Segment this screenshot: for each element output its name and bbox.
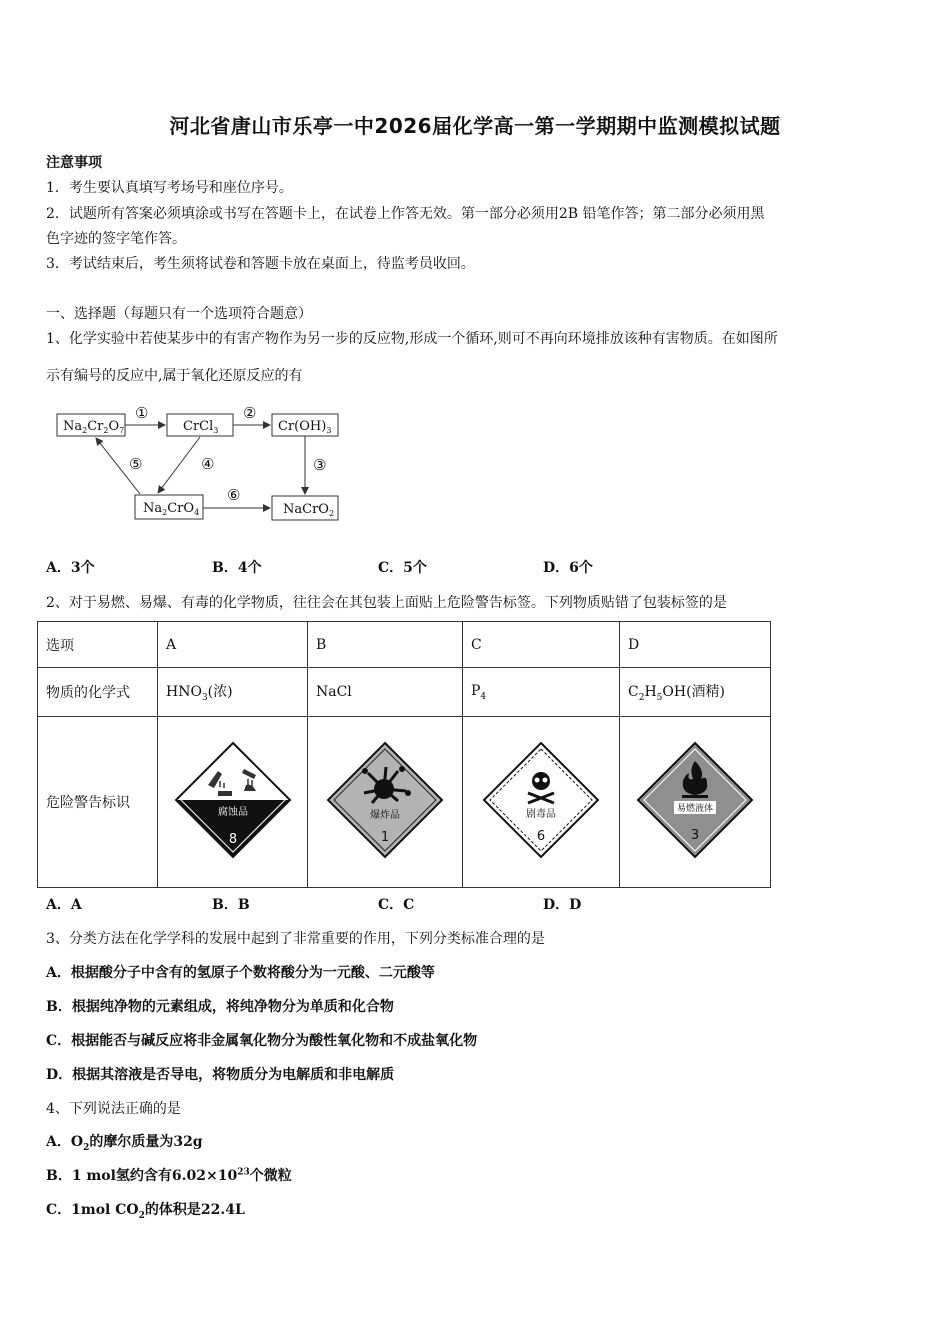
table-header-cell: 选项 xyxy=(38,622,158,668)
q3-option-b[interactable]: B．根据纯净物的元素组成，将纯净物分为单质和化合物 xyxy=(46,999,394,1015)
svg-text:易燃液体: 易燃液体 xyxy=(676,804,714,814)
reaction-number: ① xyxy=(135,404,149,422)
svg-text:3: 3 xyxy=(690,828,700,843)
sign-label: 危险警告标识 xyxy=(38,717,158,888)
svg-text:6: 6 xyxy=(536,829,546,844)
table-header-cell: B xyxy=(308,622,463,668)
notice-item: 色字迹的签字笔作答。 xyxy=(46,231,186,247)
q3-option-d[interactable]: D．根据其溶液是否导电，将物质分为电解质和非电解质 xyxy=(46,1067,395,1083)
reaction-diagram xyxy=(50,400,360,530)
reaction-number: ⑥ xyxy=(227,486,241,504)
table-header-cell: D xyxy=(620,622,771,668)
q3-option-a[interactable]: A．根据酸分子中含有的氢原子个数将酸分为一元酸、二元酸等 xyxy=(46,965,435,981)
node-label: NaCrO$_2$ xyxy=(283,502,335,518)
notice-item: 2．试题所有答案必须填涂或书写在答题卡上，在试卷上作答无效。第一部分必须用2B 铅笔作答；第二部分必须用黑 xyxy=(46,206,765,222)
table-header-cell: C xyxy=(463,622,620,668)
q1-option-c[interactable]: C．5个 xyxy=(378,560,427,576)
node-label: CrCl$_3$ xyxy=(183,419,219,435)
q2-option-a[interactable]: A．A xyxy=(46,897,82,913)
section-heading: 一、选择题（每题只有一个选项符合题意） xyxy=(46,306,312,322)
svg-text:剧毒品: 剧毒品 xyxy=(526,809,556,820)
formula-c: $P_4$ xyxy=(463,668,620,717)
page-title: 河北省唐山市乐亭一中2026届化学高一第一学期期中监测模拟试题 xyxy=(169,114,781,138)
q4-option-a[interactable]: A．$O_2$的摩尔质量为32g xyxy=(46,1134,203,1153)
q3-option-c[interactable]: C．根据能否与碱反应将非金属氧化物分为酸性氧化物和不成盐氧化物 xyxy=(46,1033,478,1049)
question-4-stem: 4、下列说法正确的是 xyxy=(46,1101,181,1117)
question-2-stem: 2、对于易燃、易爆、有毒的化学物质，往往会在其包装上面贴上危险警告标签。下列物质贴错了包装标签的是 xyxy=(46,595,727,611)
q2-option-c[interactable]: C．C xyxy=(378,897,415,913)
notice-heading: 注意事项 xyxy=(46,155,102,171)
node-label: $Na_2CrO_4$ xyxy=(143,501,200,517)
sign-cell-b xyxy=(308,717,463,888)
toxic-sign-icon xyxy=(476,735,606,865)
formula-a: $HNO_3$(浓) xyxy=(158,668,308,717)
arrow-4 xyxy=(158,437,200,493)
node-label: $Cr(OH)_3$ xyxy=(278,419,332,435)
formula-label: 物质的化学式 xyxy=(38,668,158,717)
table-header-cell: A xyxy=(158,622,308,668)
notice-item: 1．考生要认真填写考场号和座位序号。 xyxy=(46,180,293,196)
svg-text:8: 8 xyxy=(228,832,237,847)
reaction-number: ③ xyxy=(313,456,327,474)
explosive-sign-icon xyxy=(320,735,450,865)
q2-option-d[interactable]: D．D xyxy=(543,897,582,913)
q1-option-a[interactable]: A．3个 xyxy=(46,560,95,576)
formula-b: NaCl xyxy=(308,668,463,717)
q1-option-b[interactable]: B．4个 xyxy=(212,560,262,576)
formula-d: $C_2H_5OH$(酒精) xyxy=(620,668,771,717)
reaction-number: ④ xyxy=(201,455,215,473)
node-label: $Na_2Cr_2O_7$ xyxy=(63,419,125,435)
notice-item: 3．考试结束后，考生须将试卷和答题卡放在桌面上，待监考员收回。 xyxy=(46,256,475,272)
question-3-stem: 3、分类方法在化学学科的发展中起到了非常重要的作用，下列分类标准合理的是 xyxy=(46,931,545,947)
q4-option-b[interactable]: B．1 mol氢约含有$6.02\times 10^{23}$个微粒 xyxy=(46,1167,292,1184)
sign-cell-c xyxy=(463,717,620,888)
sign-cell-d xyxy=(620,717,771,888)
flammable-sign-icon xyxy=(630,735,760,865)
sign-cell-a xyxy=(158,717,308,888)
question-1-stem: 1、化学实验中若使某步中的有害产物作为另一步的反应物,形成一个循环,则可不再向环境排放该种有害物质。在如图所 xyxy=(46,331,778,347)
q1-option-d[interactable]: D．6个 xyxy=(543,560,593,576)
corrosive-sign-icon xyxy=(168,735,298,865)
question-1-stem-2: 示有编号的反应中,属于氧化还原反应的有 xyxy=(46,368,303,384)
reaction-number: ⑤ xyxy=(129,455,143,473)
svg-text:腐蚀品: 腐蚀品 xyxy=(217,807,248,818)
q4-option-c[interactable]: C．1mol $CO_2$的体积是22.4L xyxy=(46,1202,245,1221)
q2-option-b[interactable]: B．B xyxy=(212,897,250,913)
svg-text:爆炸品: 爆炸品 xyxy=(370,810,400,821)
hazard-table xyxy=(37,621,771,888)
svg-text:1: 1 xyxy=(380,830,390,845)
reaction-number: ② xyxy=(243,404,257,422)
